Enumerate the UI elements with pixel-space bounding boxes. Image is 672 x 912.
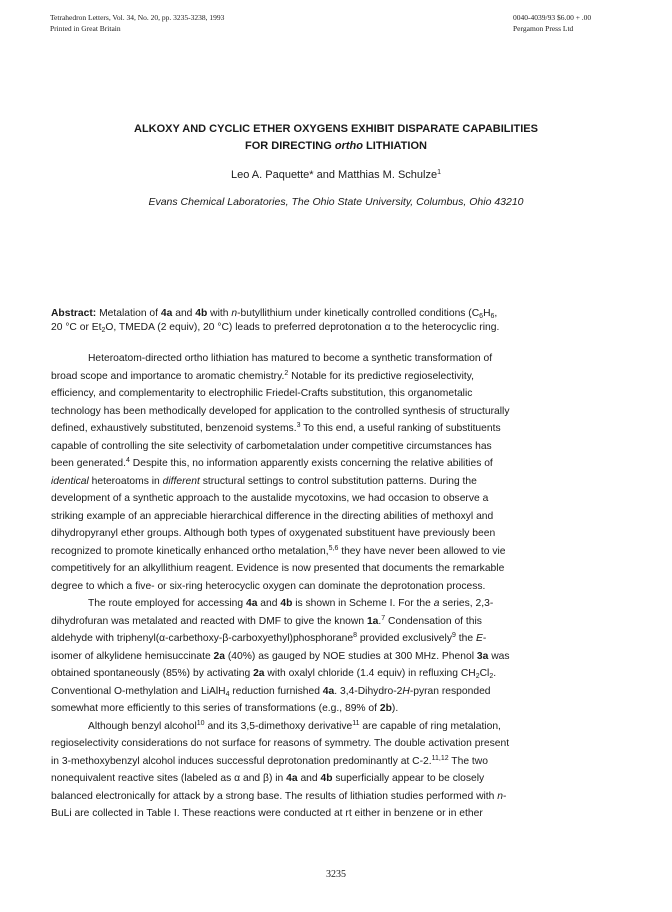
subscript: 2	[489, 673, 494, 680]
article-body	[51, 350, 631, 823]
text-line	[51, 700, 631, 718]
abstract-text: -butyllithium under kinetically controlled conditions (C	[237, 308, 480, 319]
compound-ref: 2b	[379, 703, 392, 714]
paragraph-3	[51, 718, 631, 823]
abstract-line	[51, 321, 626, 335]
publisher-line: Pergamon Press Ltd	[513, 24, 574, 33]
title-text: FOR DIRECTING	[245, 140, 335, 152]
abstract-label: Abstract:	[51, 308, 97, 319]
compound-ref: 2a	[213, 650, 226, 662]
abstract-text: and	[172, 308, 196, 319]
affiliation: Evans Chemical Laboratories, The Ohio State University, Columbus, Ohio 43210	[148, 196, 524, 208]
text-line: BuLi are collected in Table I. These reactions were conducted at rt either in benzene or in ether	[51, 808, 483, 819]
text: provided exclusively	[356, 633, 452, 644]
citation-line: Tetrahedron Letters, Vol. 34, No. 20, pp. 3235-3238, 1993	[50, 13, 225, 22]
compound-ref: 4b	[195, 308, 208, 319]
text: superficially appear to be closely	[332, 773, 485, 784]
citation: 7	[381, 614, 386, 622]
italic-text: identical	[51, 475, 89, 487]
citation: 8	[353, 632, 357, 639]
text: -pyran responded	[409, 685, 491, 697]
text-line	[51, 648, 631, 666]
author-line	[0, 168, 672, 182]
text: recognized to promote kinetically enhanced ortho metalation,	[51, 545, 329, 557]
publisher-info	[513, 12, 591, 34]
text: .	[378, 615, 382, 627]
abstract-italic: n	[231, 308, 238, 319]
italic-text: E	[475, 633, 483, 644]
abstract-text: 20 °C or Et	[51, 322, 102, 333]
italic-text: n	[497, 790, 503, 802]
citation: 10	[196, 719, 205, 727]
title-text: LITHIATION	[362, 140, 427, 152]
text: been generated.	[51, 458, 127, 469]
citation: 11	[352, 719, 360, 727]
text: -	[502, 790, 507, 802]
compound-ref: 4a	[286, 773, 298, 784]
text-line	[51, 718, 631, 736]
abstract-text: Metalation of	[96, 308, 161, 319]
text: series, 2,3-	[439, 598, 494, 609]
abstract-text: H	[483, 308, 491, 319]
paragraph-1	[51, 350, 631, 595]
compound-ref: 4b	[320, 773, 333, 784]
text: aldehyde with triphenyl(α-carbethoxy-β-carboxyethyl)phosphorane	[51, 633, 354, 644]
text: defined, exhaustively substituted, benzenoid systems.	[51, 423, 297, 434]
page-number: 3235	[326, 869, 346, 880]
abstract-line	[51, 307, 626, 321]
text: Conventional O-methylation and LiAlH	[51, 685, 226, 697]
text: -	[482, 633, 487, 644]
text: are capable of ring metalation,	[359, 720, 501, 732]
text-line: technology has been methodically developed for application to the controlled synthesis of structurally	[51, 405, 510, 417]
author-1: Leo A. Paquette*	[231, 169, 314, 181]
text: dihydrofuran was metalated and reacted with DMF to give the known	[51, 615, 367, 627]
compound-ref: 4a	[245, 598, 258, 609]
title-line-1: ALKOXY AND CYCLIC ETHER OXYGENS EXHIBIT DISPARATE CAPABILITIES	[134, 123, 538, 135]
text: they have never been allowed to vie	[338, 545, 506, 557]
text: The route employed for accessing	[88, 598, 246, 609]
paragraph-2	[51, 595, 631, 718]
text-line: striking example of an appreciable hierarchical difference in the directing abilities of methoxyl and	[51, 510, 494, 522]
text: Condensation of this	[385, 615, 482, 627]
journal-citation	[50, 12, 224, 34]
text-line: dihydropyranyl ether groups. Although both types of oxygenated substituent have previously been	[51, 528, 496, 539]
text: Although benzyl alcohol	[88, 720, 197, 732]
text: reduction furnished	[229, 685, 323, 697]
subscript: 2	[101, 327, 106, 334]
compound-ref: 4a	[322, 685, 335, 697]
text-line	[51, 420, 631, 438]
issn-price-line: 0040-4039/93 $6.00 + .00	[513, 13, 592, 22]
text-line: competitively for an alkyllithium reagent. Evidence is now presented that documents the remarkable	[51, 563, 505, 574]
text-line: degree to which a five- or six-ring heterocyclic oxygen can dominate the deprotonation process.	[51, 580, 486, 592]
italic-text: H	[402, 685, 410, 697]
text: heteroatoms in	[88, 475, 163, 487]
text: ).	[391, 703, 399, 714]
text: is shown in Scheme I. For the	[292, 598, 434, 609]
compound-ref: 2a	[253, 668, 265, 679]
text-line: Heteroatom-directed ortho lithiation has matured to become a synthetic transformation of	[88, 353, 493, 364]
text: . 3,4-Dihydro-2	[334, 685, 403, 697]
text: isomer of alkylidene hemisuccinate	[51, 650, 214, 662]
text: nonequivalent reactive sites (labeled as α and β) in	[51, 773, 287, 784]
subscript: 4	[225, 690, 230, 698]
citation: 5,6	[328, 544, 339, 552]
text-line	[51, 788, 631, 806]
author-2: Matthias M. Schulze	[338, 169, 438, 181]
text-line	[51, 455, 631, 473]
italic-text: a	[433, 598, 440, 609]
text-line: efficiency, and complementarity to electrophilic Friedel-Crafts substitution, this organometalic	[51, 388, 473, 399]
text: and its 3,5-dimethoxy derivative	[204, 720, 353, 732]
author-footnote: 1	[437, 169, 441, 176]
text-line	[51, 613, 631, 631]
text: Notable for its predictive regioselectivity,	[288, 370, 475, 382]
text: .	[493, 668, 497, 679]
text-line	[51, 630, 631, 648]
abstract-text: O, TMEDA (2 equiv), 20 °C) leads to preferred deprotonation α to the heterocyclic ring.	[105, 322, 500, 333]
text: and	[297, 773, 321, 784]
compound-ref: 1a	[366, 615, 379, 627]
citation: 11,12	[431, 754, 449, 762]
text-line	[51, 595, 631, 613]
text: balanced electronically for attack by a strong base. The results of lithiation studies performed with	[51, 790, 498, 802]
text-line	[51, 368, 631, 386]
subscript: 6	[490, 313, 495, 320]
subscript: 6	[479, 313, 484, 320]
text: structural settings to control substitution patterns. During the	[199, 475, 477, 487]
printed-in-line: Printed in Great Britain	[50, 24, 121, 33]
text: somewhat more efficiently to this series of transformations (e.g., 89% of	[51, 703, 380, 714]
abstract-text: ,	[494, 308, 498, 319]
text: with oxalyl chloride (1.4 equiv) in refluxing CH	[264, 668, 476, 679]
text: Cl	[479, 668, 490, 679]
title-italic-word: ortho	[334, 140, 363, 152]
article-title	[0, 121, 672, 155]
text-line: capable of controlling the site selectivity of carbometalation under competitive circumstances has	[51, 440, 492, 452]
text: To this end, a useful ranking of substituents	[300, 423, 501, 434]
citation: 3	[296, 422, 301, 429]
compound-ref: 4a	[160, 308, 173, 319]
title-line-2	[0, 138, 672, 155]
text-line	[51, 473, 631, 491]
citation: 2	[284, 369, 289, 377]
text-line	[51, 665, 631, 683]
text: and	[257, 598, 281, 609]
abstract-text: with	[207, 308, 232, 319]
text-line: development of a synthetic approach to the austalide mycotoxins, we had occasion to observe a	[51, 493, 489, 504]
abstract	[51, 307, 626, 335]
compound-ref: 3a	[476, 650, 489, 662]
text-line	[51, 543, 631, 561]
author-separator: and	[313, 169, 339, 181]
text: The two	[448, 755, 488, 767]
subscript: 2	[475, 673, 480, 680]
text: the	[455, 633, 476, 644]
text: was	[488, 650, 510, 662]
text-line	[51, 753, 631, 771]
text-line: regioselectivity considerations do not surface for reasons of symmetry. The double activation present	[51, 738, 510, 749]
citation: 4	[126, 457, 130, 464]
text: obtained spontaneously (85%) by activating	[51, 668, 254, 679]
text: (40%) as gauged by NOE studies at 300 MHz. Phenol	[225, 650, 477, 662]
text-line	[51, 683, 631, 701]
text: Despite this, no information apparently exists concerning the relative abilities of	[129, 458, 493, 469]
text: broad scope and importance to aromatic chemistry.	[51, 370, 285, 382]
compound-ref: 4b	[280, 598, 293, 609]
text: in 3-methoxybenzyl alcohol induces successful deprotonation predominantly at C-2.	[51, 755, 432, 767]
italic-text: different	[162, 475, 200, 487]
citation: 9	[451, 632, 456, 639]
text-line	[51, 770, 631, 788]
